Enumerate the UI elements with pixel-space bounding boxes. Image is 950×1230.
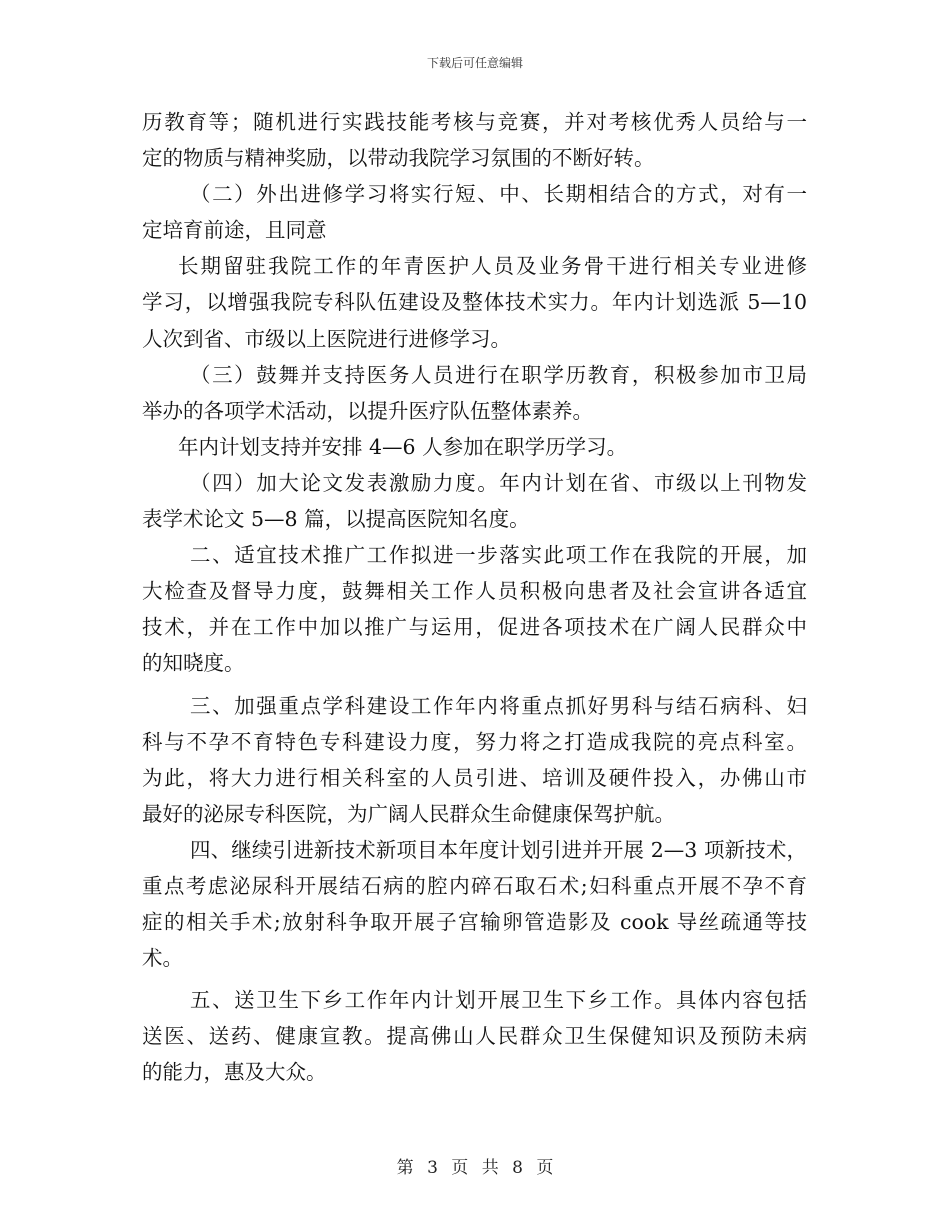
- text-line: （二）外出进修学习将实行短、中、长期相结合的方式，对有一: [190, 182, 807, 207]
- text-line: 定的物质与精神奖励，以带动我院学习氛围的不断好转。: [142, 146, 655, 171]
- text-line: 五、送卫生下乡工作年内计划开展卫生下乡工作。具体内容包括: [190, 988, 807, 1013]
- text-line: 重点考虑泌尿科开展结石病的腔内碎石取石术;妇科重点开展不孕不育: [142, 873, 807, 898]
- page-header: 下载后可任意编辑: [426, 56, 523, 70]
- text-line: 三、加强重点学科建设工作年内将重点抓好男科与结石病科、妇: [190, 693, 807, 718]
- text-line: （三）鼓舞并支持医务人员进行在职学历教育，积极参加市卫局: [190, 362, 807, 387]
- text-line: 人次到省、市级以上医院进行进修学习。: [142, 326, 511, 351]
- text-line: 年内计划支持并安排 4—6 人参加在职学历学习。: [178, 434, 628, 459]
- page-footer: 第 3 页 共 8 页: [396, 1158, 554, 1178]
- text-line: 症的相关手术;放射科争取开展子宫输卵管造影及 cook 导丝疏通等技: [142, 910, 807, 935]
- text-line: 举办的各项学术活动，以提升医疗队伍整体素养。: [142, 398, 593, 423]
- text-line: 二、适宜技术推广工作拟进一步落实此项工作在我院的开展，加: [190, 543, 807, 568]
- text-line: 定培育前途，且同意: [142, 218, 327, 243]
- text-line: 长期留驻我院工作的年青医护人员及业务骨干进行相关专业进修: [178, 254, 807, 279]
- text-line: 学习，以增强我院专科队伍建设及整体技术实力。年内计划选派 5—10: [142, 290, 807, 315]
- text-line: 术。: [142, 946, 183, 971]
- text-line: 技术，并在工作中加以推广与运用，促进各项技术在广阔人民群众中: [142, 615, 807, 640]
- text-line: 送医、送药、健康宣教。提高佛山人民群众卫生保健知识及预防未病: [142, 1024, 807, 1049]
- document-body: [142, 104, 807, 1091]
- text-line: 的知晓度。: [142, 651, 245, 676]
- text-line: 科与不孕不育特色专科建设力度，努力将之打造成我院的亮点科室。: [142, 729, 807, 754]
- text-line: 四、继续引进新技术新项目本年度计划引进并开展 2—3 项新技术，: [190, 837, 807, 862]
- text-line: 的能力，惠及大众。: [142, 1060, 327, 1085]
- text-line: 历教育等；随机进行实践技能考核与竞赛，并对考核优秀人员给与一: [142, 110, 807, 134]
- text-line: 为此，将大力进行相关科室的人员引进、培训及硬件投入，办佛山市: [142, 765, 807, 790]
- text-line: 最好的泌尿专科医院，为广阔人民群众生命健康保驾护航。: [142, 801, 675, 826]
- text-line: 大检查及督导力度，鼓舞相关工作人员积极向患者及社会宣讲各适宜: [142, 579, 807, 604]
- text-line: （四）加大论文发表激励力度。年内计划在省、市级以上刊物发: [190, 470, 807, 495]
- text-line: 表学术论文 5—8 篇，以提高医院知名度。: [142, 507, 530, 532]
